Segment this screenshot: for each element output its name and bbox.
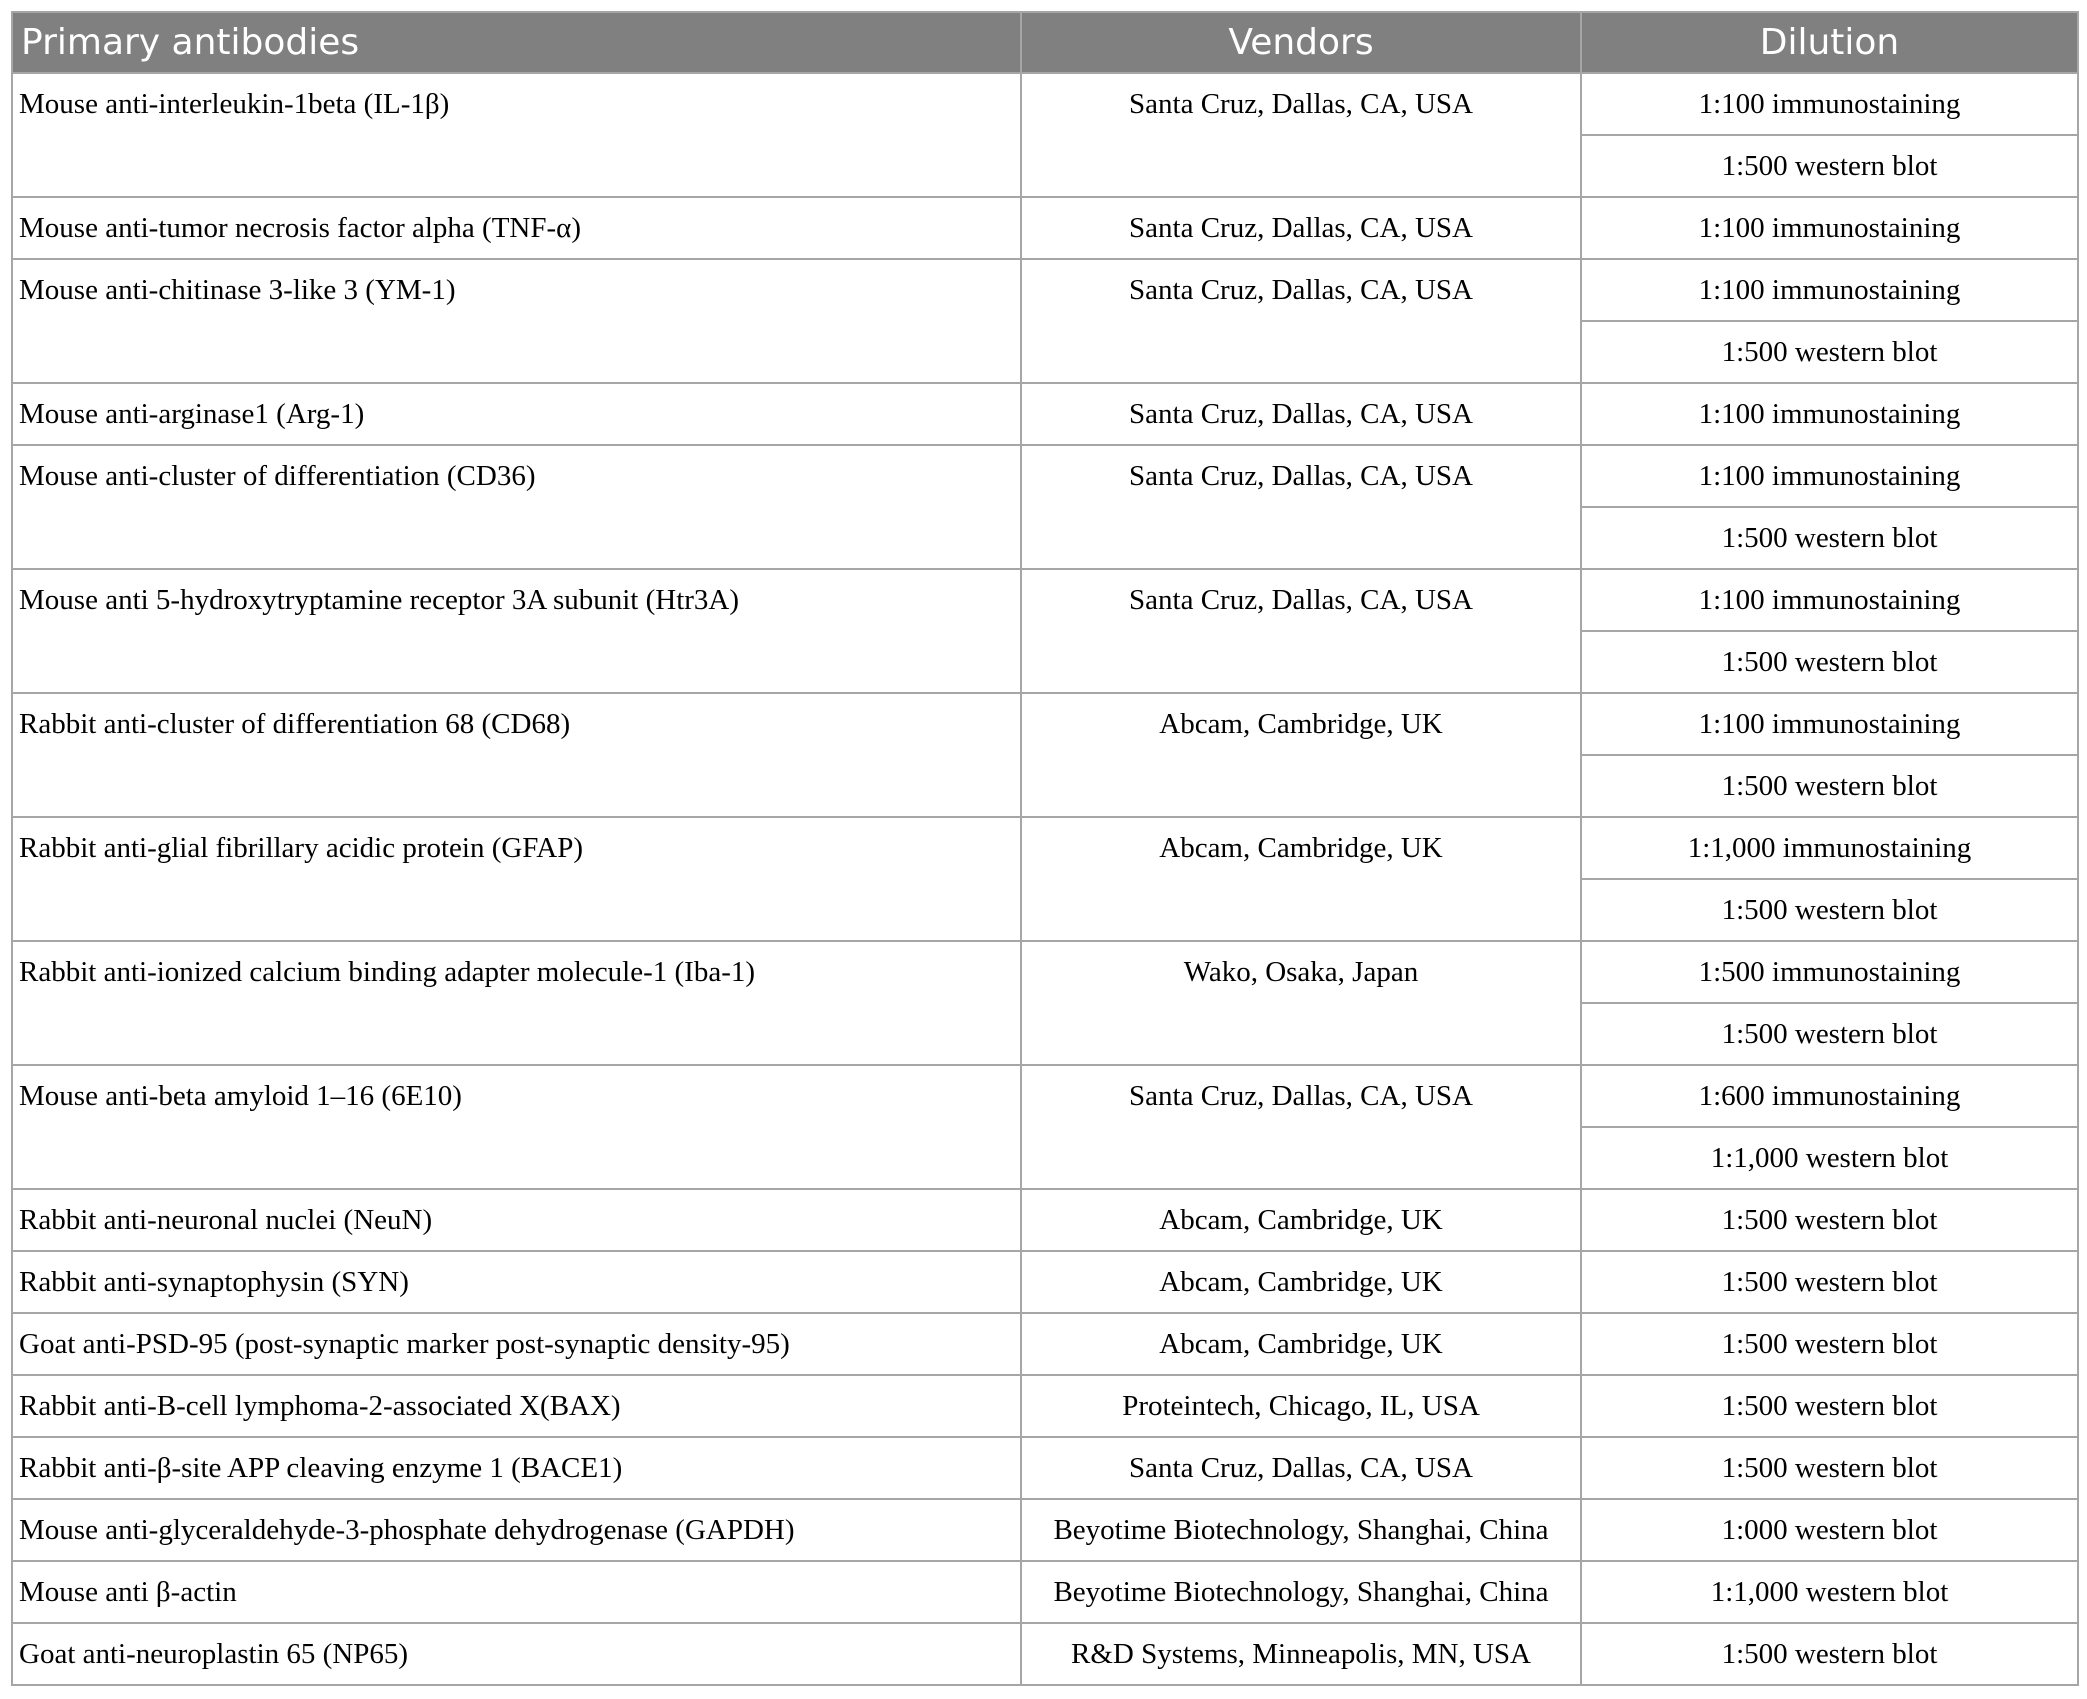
table-row <box>12 1499 2078 1561</box>
table-row <box>12 197 2078 259</box>
vendor-cell: Beyotime Biotechnology, Shanghai, China <box>1021 1499 1581 1561</box>
table-row <box>12 73 2078 135</box>
dilution-cell: 1:1,000 immunostaining <box>1581 817 2078 879</box>
dilution-cell: 1:100 immunostaining <box>1581 445 2078 507</box>
vendor-cell: Santa Cruz, Dallas, CA, USA <box>1021 569 1581 693</box>
table-row <box>12 817 2078 879</box>
dilution-cell: 1:1,000 western blot <box>1581 1127 2078 1189</box>
vendor-cell: Abcam, Cambridge, UK <box>1021 1251 1581 1313</box>
vendor-cell: Abcam, Cambridge, UK <box>1021 1189 1581 1251</box>
table-row <box>12 1251 2078 1313</box>
dilution-cell: 1:100 immunostaining <box>1581 383 2078 445</box>
header-vendors: Vendors <box>1021 12 1581 73</box>
table-row <box>12 1189 2078 1251</box>
antibody-cell: Mouse anti-cluster of differentiation (CD36) <box>12 445 1021 569</box>
vendor-cell: Santa Cruz, Dallas, CA, USA <box>1021 259 1581 383</box>
antibody-cell: Mouse anti-chitinase 3-like 3 (YM-1) <box>12 259 1021 383</box>
antibody-cell: Rabbit anti-synaptophysin (SYN) <box>12 1251 1021 1313</box>
table-row <box>12 259 2078 321</box>
table-row <box>12 445 2078 507</box>
vendor-cell: R&D Systems, Minneapolis, MN, USA <box>1021 1623 1581 1685</box>
antibody-cell: Mouse anti-glyceraldehyde-3-phosphate dehydrogenase (GAPDH) <box>12 1499 1021 1561</box>
table-row <box>12 1623 2078 1685</box>
table-row <box>12 941 2078 1003</box>
dilution-cell: 1:500 western blot <box>1581 1313 2078 1375</box>
table-row <box>12 1561 2078 1623</box>
table-row <box>12 1313 2078 1375</box>
header-antibodies: Primary antibodies <box>12 12 1021 73</box>
antibody-cell: Rabbit anti-β-site APP cleaving enzyme 1 (BACE1) <box>12 1437 1021 1499</box>
dilution-cell: 1:500 western blot <box>1581 879 2078 941</box>
antibody-cell: Mouse anti β-actin <box>12 1561 1021 1623</box>
antibody-cell: Goat anti-PSD-95 (post-synaptic marker post-synaptic density-95) <box>12 1313 1021 1375</box>
vendor-cell: Abcam, Cambridge, UK <box>1021 1313 1581 1375</box>
dilution-cell: 1:100 immunostaining <box>1581 693 2078 755</box>
antibody-cell: Mouse anti-interleukin-1beta (IL-1β) <box>12 73 1021 197</box>
table-row <box>12 1065 2078 1127</box>
antibody-cell: Goat anti-neuroplastin 65 (NP65) <box>12 1623 1021 1685</box>
antibody-cell: Mouse anti-beta amyloid 1–16 (6E10) <box>12 1065 1021 1189</box>
antibody-cell: Rabbit anti-cluster of differentiation 68 (CD68) <box>12 693 1021 817</box>
table-body <box>12 73 2078 1685</box>
vendor-cell: Santa Cruz, Dallas, CA, USA <box>1021 197 1581 259</box>
dilution-cell: 1:500 western blot <box>1581 1003 2078 1065</box>
dilution-cell: 1:500 western blot <box>1581 1437 2078 1499</box>
antibody-cell: Rabbit anti-neuronal nuclei (NeuN) <box>12 1189 1021 1251</box>
dilution-cell: 1:1,000 western blot <box>1581 1561 2078 1623</box>
antibody-table <box>11 11 2079 1686</box>
dilution-cell: 1:100 immunostaining <box>1581 197 2078 259</box>
dilution-cell: 1:500 western blot <box>1581 1375 2078 1437</box>
vendor-cell: Wako, Osaka, Japan <box>1021 941 1581 1065</box>
vendor-cell: Abcam, Cambridge, UK <box>1021 693 1581 817</box>
dilution-cell: 1:500 western blot <box>1581 1251 2078 1313</box>
vendor-cell: Santa Cruz, Dallas, CA, USA <box>1021 73 1581 197</box>
header-row <box>12 12 2078 73</box>
dilution-cell: 1:500 immunostaining <box>1581 941 2078 1003</box>
vendor-cell: Santa Cruz, Dallas, CA, USA <box>1021 445 1581 569</box>
dilution-cell: 1:000 western blot <box>1581 1499 2078 1561</box>
dilution-cell: 1:500 western blot <box>1581 631 2078 693</box>
table-row <box>12 1375 2078 1437</box>
vendor-cell: Santa Cruz, Dallas, CA, USA <box>1021 1065 1581 1189</box>
dilution-cell: 1:500 western blot <box>1581 507 2078 569</box>
dilution-cell: 1:600 immunostaining <box>1581 1065 2078 1127</box>
table-row <box>12 693 2078 755</box>
antibody-cell: Rabbit anti-ionized calcium binding adapter molecule-1 (Iba-1) <box>12 941 1021 1065</box>
antibody-cell: Mouse anti-tumor necrosis factor alpha (TNF-α) <box>12 197 1021 259</box>
vendor-cell: Santa Cruz, Dallas, CA, USA <box>1021 383 1581 445</box>
dilution-cell: 1:100 immunostaining <box>1581 73 2078 135</box>
table-row <box>12 1437 2078 1499</box>
dilution-cell: 1:500 western blot <box>1581 135 2078 197</box>
antibody-cell: Mouse anti 5-hydroxytryptamine receptor 3A subunit (Htr3A) <box>12 569 1021 693</box>
vendor-cell: Proteintech, Chicago, IL, USA <box>1021 1375 1581 1437</box>
dilution-cell: 1:100 immunostaining <box>1581 259 2078 321</box>
table-row <box>12 569 2078 631</box>
dilution-cell: 1:500 western blot <box>1581 321 2078 383</box>
table-row <box>12 383 2078 445</box>
header-dilution: Dilution <box>1581 12 2078 73</box>
antibody-cell: Rabbit anti-glial fibrillary acidic protein (GFAP) <box>12 817 1021 941</box>
dilution-cell: 1:100 immunostaining <box>1581 569 2078 631</box>
vendor-cell: Abcam, Cambridge, UK <box>1021 817 1581 941</box>
antibody-cell: Mouse anti-arginase1 (Arg-1) <box>12 383 1021 445</box>
dilution-cell: 1:500 western blot <box>1581 755 2078 817</box>
vendor-cell: Santa Cruz, Dallas, CA, USA <box>1021 1437 1581 1499</box>
vendor-cell: Beyotime Biotechnology, Shanghai, China <box>1021 1561 1581 1623</box>
dilution-cell: 1:500 western blot <box>1581 1189 2078 1251</box>
dilution-cell: 1:500 western blot <box>1581 1623 2078 1685</box>
antibody-cell: Rabbit anti-B-cell lymphoma-2-associated X(BAX) <box>12 1375 1021 1437</box>
